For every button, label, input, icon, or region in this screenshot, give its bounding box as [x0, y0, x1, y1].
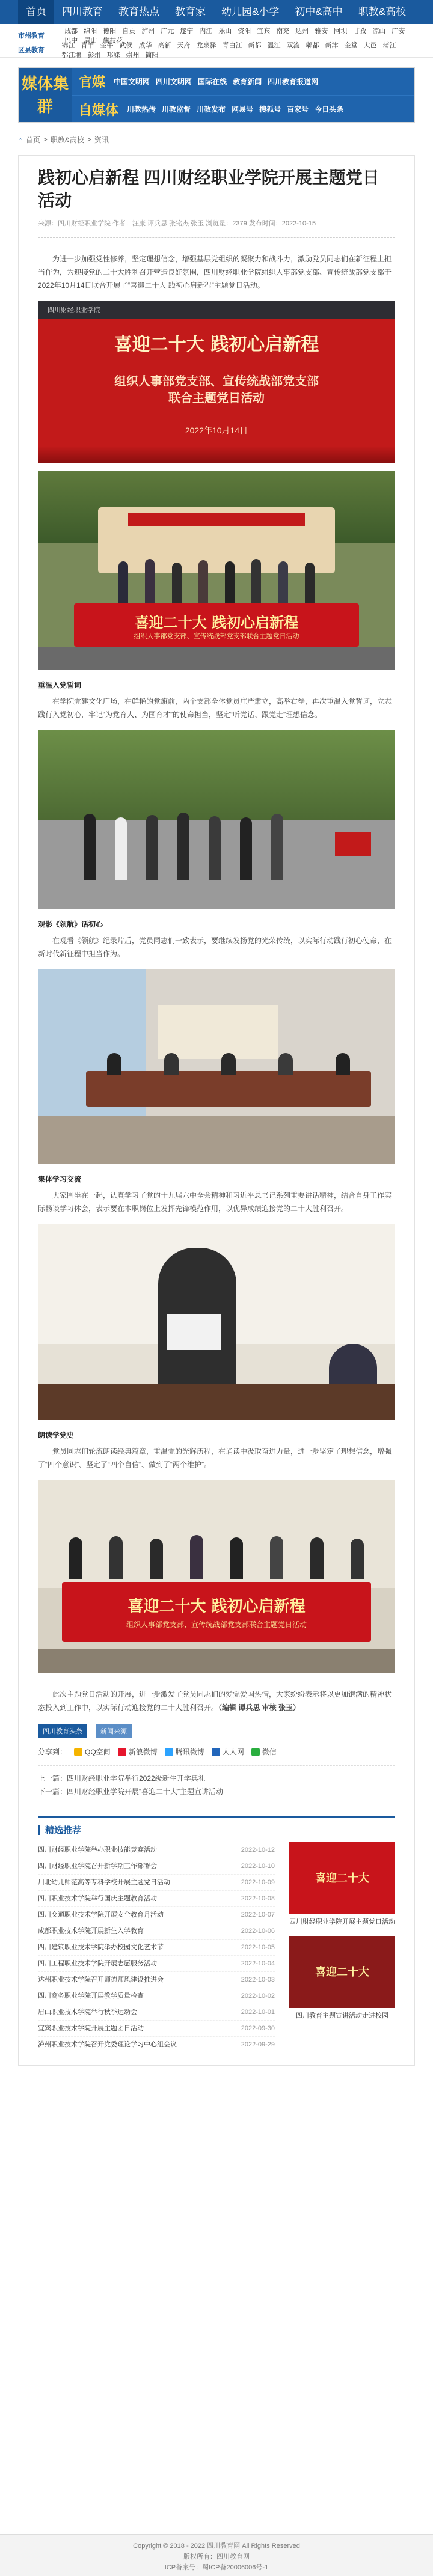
photo-trees	[38, 730, 395, 820]
district-row	[18, 42, 415, 59]
recommended-item[interactable]	[38, 1907, 275, 1923]
recommended-item[interactable]	[38, 1940, 275, 1956]
recommended-item-date: 2022-10-12	[241, 1846, 275, 1854]
media-link[interactable]: 中国文明网	[114, 77, 150, 86]
media-link[interactable]: 百家号	[287, 105, 309, 114]
section-heading: 朗读学党史	[38, 1431, 75, 1439]
photo-table	[86, 1071, 371, 1107]
nav-item-middle[interactable]: 初中&高中	[295, 6, 343, 17]
district-link[interactable]: 高新	[158, 42, 171, 49]
district-link[interactable]: 郫都	[306, 42, 319, 49]
wechat-icon	[251, 1748, 260, 1756]
media-row-self-title: 自媒体	[79, 102, 119, 118]
district-link[interactable]: 大邑	[363, 42, 377, 49]
share-wechat-label: 微信	[262, 1748, 277, 1756]
recommended-card-caption: 四川财经职业学院开展主题党日活动	[289, 1918, 395, 1926]
photo-banner-headline: 喜迎二十大 践初心启新程	[134, 614, 299, 631]
recommended-section	[38, 1816, 395, 2053]
recommended-item-title: 四川财经职业学院召开新学期工作部署会	[38, 1863, 157, 1870]
district-link[interactable]: 金牛	[100, 42, 114, 49]
city-link[interactable]: 内江	[199, 28, 213, 35]
photo-wall-panel	[158, 1005, 278, 1059]
photo-people	[86, 1053, 371, 1075]
recommended-card[interactable]	[289, 1936, 395, 2021]
photo-banner-sub: 组织人事部党支部、宣传统战部党支部联合主题党日活动	[126, 1620, 307, 1629]
district-link[interactable]: 新都	[248, 42, 262, 49]
recommended-item-date: 2022-10-03	[241, 1976, 275, 1983]
city-link[interactable]: 乐山	[218, 28, 232, 35]
photo-people	[74, 808, 293, 880]
recommended-item-title: 达州职业技术学院召开师德师风建设推进会	[38, 1976, 164, 1983]
district-link[interactable]: 天府	[177, 42, 191, 49]
recommended-item[interactable]	[38, 1858, 275, 1875]
article-paragraph: 在学院党建文化广场，在鲜艳的党旗前，两个支部全体党员庄严肃立，高举右拳，再次重温入党誓词，立志践行入党初心，牢记“为党育人、为国育才”的使命担当，坚定“听党话、跟党走”理想信念。	[38, 697, 392, 719]
recommended-item-date: 2022-10-09	[241, 1879, 275, 1886]
district-link[interactable]: 龙泉驿	[196, 42, 216, 49]
recommended-item[interactable]	[38, 2021, 275, 2037]
recommended-card[interactable]	[289, 1842, 395, 1927]
city-link[interactable]: 达州	[295, 28, 309, 35]
city-row	[18, 28, 415, 44]
media-link[interactable]: 国际在线	[198, 77, 227, 86]
media-link[interactable]: 教育新闻	[233, 77, 262, 86]
share-weibo-label: 新浪微博	[128, 1748, 158, 1756]
home-icon: ⌂	[18, 135, 23, 144]
share-renren-label: 人人网	[222, 1748, 244, 1756]
photo-people	[56, 1534, 377, 1579]
city-link[interactable]: 甘孜	[353, 28, 367, 35]
photo-desk	[38, 1384, 395, 1420]
recommended-item-date: 2022-10-04	[241, 1960, 275, 1967]
renren-icon	[212, 1748, 220, 1756]
recommended-item-title: 四川建筑职业技术学院举办校园文化艺术节	[38, 1944, 164, 1951]
share-icons	[38, 1747, 395, 1757]
media-link[interactable]: 今日头条	[315, 105, 344, 114]
district-link[interactable]: 蒲江	[382, 42, 396, 49]
media-logo: 媒体集群	[19, 68, 72, 122]
media-row-official-links	[114, 76, 324, 87]
city-link[interactable]: 凉山	[372, 28, 386, 35]
section-heading: 观影《领航》话初心	[38, 920, 103, 929]
city-link[interactable]: 巴中	[64, 37, 78, 44]
city-row-label: 市州教育	[18, 32, 45, 40]
district-link[interactable]: 青白江	[222, 42, 242, 49]
city-link[interactable]: 成都	[64, 28, 78, 35]
breadcrumb-home[interactable]: 首页	[25, 135, 40, 144]
section-heading: 重温入党誓词	[38, 681, 82, 689]
recommended-card-image	[289, 1936, 395, 2008]
recommended-item-date: 2022-10-08	[241, 1895, 275, 1902]
breadcrumb	[18, 132, 415, 147]
recommended-item-date: 2022-10-05	[241, 1944, 275, 1951]
footer-copyright: Copyright © 2018 - 2022 四川教育网 All Rights Reserved	[133, 2542, 300, 2550]
photo-banner-sub: 组织人事部党支部、宣传统战部党支部联合主题党日活动	[134, 633, 299, 640]
breadcrumb-current[interactable]: 资讯	[94, 135, 109, 144]
district-link[interactable]: 崇州	[126, 52, 140, 59]
footer-icp[interactable]: ICP备案号：蜀ICP备20006006号-1	[164, 2564, 269, 2571]
recommended-item-date: 2022-10-10	[241, 1863, 275, 1870]
recommended-item-title: 四川职业技术学院举行国庆主题教育活动	[38, 1895, 157, 1902]
share-bar	[38, 1724, 395, 1738]
share-tencent-weibo-label: 腾讯微博	[175, 1748, 204, 1756]
photo-banner-headline: 喜迎二十大 践初心启新程	[127, 1598, 306, 1616]
media-link[interactable]: 川教监督	[162, 105, 191, 114]
media-link[interactable]: 搜狐号	[259, 105, 281, 114]
share-qzone[interactable]	[74, 1747, 111, 1757]
article-editor: （编辑 谭兵思 审核 张玉）	[218, 1703, 301, 1712]
article-closing: 此次主题党日活动的开展，进一步激发了党员同志们的爱党爱国热情，大家纷纷表示将以更加饱满的精神状态投入到工作中，以实际行动迎接党的二十大胜利召开。	[38, 1690, 392, 1712]
recommended-list	[38, 1842, 289, 2053]
article-paragraph: 在观看《领航》纪录片后，党员同志们一致表示，要继续发扬党的光荣传统，以实际行动践行初心使命，在新时代新征程中担当作为。	[38, 936, 392, 958]
share-wechat[interactable]	[251, 1747, 277, 1757]
recommended-item-date: 2022-10-02	[241, 1992, 275, 2000]
district-link[interactable]: 青羊	[81, 42, 94, 49]
city-link[interactable]: 宜宾	[257, 28, 271, 35]
district-link[interactable]: 温江	[267, 42, 281, 49]
recommended-item[interactable]	[38, 1988, 275, 2004]
breadcrumb-sep: >	[43, 135, 48, 144]
district-link[interactable]: 邛崃	[106, 52, 120, 59]
card-image-label: 喜迎二十大	[315, 1966, 369, 1978]
recommended-item-title: 宜宾职业技术学院开展主题团日活动	[38, 2025, 144, 2032]
footer-owner: 版权所有：四川教育网	[183, 2553, 250, 2560]
recommended-card-image	[289, 1842, 395, 1914]
media-row-official-title: 官媒	[79, 75, 106, 90]
media-link[interactable]: 川教热传	[127, 105, 156, 114]
source-tag[interactable]: 新闻来源	[96, 1724, 132, 1738]
recommended-item-date: 2022-10-06	[241, 1927, 275, 1935]
share-label: 分享到：	[38, 1748, 67, 1756]
prev-article-link[interactable]: 上一篇：四川财经职业学院举行2022级新生开学典礼	[38, 1774, 206, 1783]
media-link[interactable]: 四川文明网	[156, 77, 192, 86]
recommended-header	[38, 1818, 395, 1842]
recommended-item-title: 四川商务职业学院开展教学质量检查	[38, 1992, 144, 2000]
city-link[interactable]: 泸州	[141, 28, 155, 35]
photo-floor	[38, 1649, 395, 1673]
recommended-item-date: 2022-09-29	[241, 2041, 275, 2048]
district-link[interactable]: 成华	[138, 42, 152, 49]
nav-item-sichuan-education[interactable]: 四川教育	[62, 6, 103, 17]
city-link[interactable]: 德阳	[103, 28, 117, 35]
city-link[interactable]: 眉山	[84, 37, 97, 44]
recommended-item-title: 眉山职业技术学院举行秋季运动会	[38, 2009, 137, 2016]
recommended-cards	[289, 1842, 395, 2053]
slide-school-name: 四川财经职业学院	[48, 307, 100, 314]
district-link[interactable]: 锦江	[61, 42, 75, 49]
section-marker-icon	[38, 1825, 40, 1835]
breadcrumb-section[interactable]: 职教&高校	[50, 135, 84, 144]
district-link[interactable]: 简阳	[145, 52, 159, 59]
nav-item-home[interactable]: 首页	[18, 0, 54, 24]
footer	[0, 2534, 433, 2576]
city-link[interactable]: 广安	[392, 28, 405, 35]
recommended-item-date: 2022-10-01	[241, 2009, 275, 2016]
recommended-item[interactable]	[38, 2037, 275, 2053]
recommended-item-title: 泸州职业技术学院召开党委理论学习中心组会议	[38, 2041, 177, 2048]
city-link[interactable]: 自贡	[122, 28, 136, 35]
recommended-item[interactable]	[38, 1875, 275, 1891]
photo-ground	[38, 647, 395, 670]
media-link[interactable]: 网易号	[232, 105, 254, 114]
district-row-label: 区县教育	[18, 47, 45, 54]
media-link[interactable]: 川教发布	[197, 105, 226, 114]
recommended-item[interactable]	[38, 2004, 275, 2021]
tencent-weibo-icon	[165, 1748, 173, 1756]
nav-item-vocational[interactable]: 职教&高校	[358, 6, 407, 17]
city-link[interactable]: 遂宁	[180, 28, 194, 35]
media-row-official	[72, 68, 414, 96]
nav-item-hot[interactable]: 教育热点	[118, 6, 159, 17]
recommended-item[interactable]	[38, 1923, 275, 1940]
article-paragraph: 党员同志们轮流朗读经典篇章，重温党的光辉历程，在诵读中汲取奋进力量，进一步坚定了理想信念，增强了“四个意识”、坚定了“四个自信”、做到了“两个维护”。	[38, 1447, 392, 1469]
share-qzone-label: QQ空间	[85, 1748, 111, 1756]
city-link[interactable]: 阿坝	[334, 28, 348, 35]
recommended-body	[38, 1842, 395, 2053]
media-link[interactable]: 四川教育报道网	[268, 77, 319, 86]
article-title: 践初心启新程 四川财经职业学院开展主题党日活动	[38, 168, 379, 210]
recommended-item-date: 2022-09-30	[241, 2025, 275, 2032]
prev-next	[38, 1765, 395, 1798]
article-paragraph: 大家围坐在一起，认真学习了党的十九届六中全会精神和习近平总书记系列重要讲话精神，结合自身工作实际畅谈学习体会，表示要在本职岗位上发挥先锋模范作用，以优异成绩迎接党的二十大胜利召开。	[38, 1191, 392, 1213]
district-link[interactable]: 都江堰	[61, 52, 82, 59]
photo-party-flag	[335, 832, 371, 856]
recommended-item[interactable]	[38, 1891, 275, 1907]
photo-red-strip	[128, 513, 305, 526]
photo-floor	[38, 1116, 395, 1164]
section-heading: 集体学习交流	[38, 1175, 82, 1183]
nav-item-primary[interactable]: 幼儿园&小学	[221, 6, 280, 17]
weibo-icon	[118, 1748, 126, 1756]
city-link[interactable]: 绵阳	[84, 28, 97, 35]
district-list	[59, 40, 415, 60]
recommended-item-title: 四川财经职业学院举办职业技能竞赛活动	[38, 1846, 157, 1854]
article-photo-meeting	[38, 969, 395, 1164]
breadcrumb-sep: >	[87, 135, 91, 144]
recommended-item-title: 川北幼儿师范高等专科学校开展主题党日活动	[38, 1879, 170, 1886]
article-paragraph	[38, 1688, 395, 1714]
recommended-title: 精选推荐	[45, 1825, 82, 1836]
media-rows	[72, 68, 414, 122]
district-link[interactable]: 双流	[286, 42, 300, 49]
region-bar	[0, 24, 433, 58]
city-link[interactable]: 资阳	[238, 28, 251, 35]
slide-headline: 喜迎二十大 践初心启新程	[114, 334, 319, 355]
district-link[interactable]: 武侯	[119, 42, 133, 49]
article-photo-group	[38, 471, 395, 670]
article-paragraph: 为进一步加强党性修养，坚定理想信念，增强基层党组织的凝聚力和战斗力，激励党员同志们在新征程上担当作为，为迎接党的二十大胜利召开营造良好氛围，四川财经职业学院组织人事部党支部、宣传统战部党支部于2022年10月14日联合开展了“喜迎二十大 践初心启新程”主题党日活动。	[38, 255, 392, 290]
nav-item-educators[interactable]: 教育家	[175, 6, 206, 17]
recommended-item[interactable]	[38, 1956, 275, 1972]
slide-date: 2022年10月14日	[185, 426, 248, 435]
article-photo-group-banner	[38, 1480, 395, 1673]
article-photo-reading	[38, 1224, 395, 1420]
media-row-self	[72, 96, 414, 123]
city-link[interactable]: 广元	[161, 28, 174, 35]
slide-footer	[38, 446, 395, 463]
recommended-item-title: 四川交通职业技术学院开展安全教育月活动	[38, 1911, 164, 1918]
recommended-item-title: 四川工程职业技术学院开展志愿服务活动	[38, 1960, 157, 1967]
district-link[interactable]: 彭州	[87, 52, 101, 59]
recommended-item[interactable]	[38, 1842, 275, 1858]
card-image-label: 喜迎二十大	[315, 1872, 369, 1884]
recommended-item-date: 2022-10-07	[241, 1911, 275, 1918]
district-link[interactable]: 金堂	[344, 42, 358, 49]
top-nav	[0, 0, 433, 24]
share-weibo[interactable]	[118, 1747, 158, 1757]
media-banner	[18, 67, 415, 123]
recommended-item[interactable]	[38, 1972, 275, 1988]
headline-tag[interactable]: 四川教育头条	[38, 1724, 87, 1738]
recommended-item-title: 成都职业技术学院开展新生入学教育	[38, 1927, 144, 1935]
next-article-link[interactable]: 下一篇：四川财经职业学院开展“喜迎二十大”主题宣讲活动	[38, 1787, 223, 1796]
article-meta: 来源：四川财经职业学院 作者：汪康 谭兵思 张铭杰 张玉 浏览量：2379 发布时间：2022-10-15	[38, 218, 395, 238]
city-link[interactable]: 雅安	[315, 28, 328, 35]
article-photo-oath	[38, 730, 395, 909]
media-row-self-links	[127, 104, 349, 115]
district-link[interactable]: 新津	[325, 42, 339, 49]
article-photo-title-slide	[38, 301, 395, 463]
city-link[interactable]: 南充	[276, 28, 290, 35]
city-link[interactable]: 攀枝花	[103, 37, 123, 44]
photo-people	[110, 555, 323, 603]
slide-subtitle: 组织人事部党支部、宣传统战部党支部 联合主题党日活动	[114, 374, 319, 405]
share-tencent-weibo[interactable]	[165, 1747, 204, 1757]
qzone-icon	[74, 1748, 82, 1756]
recommended-card-caption: 四川教育主题宣讲活动走进校园	[296, 2012, 388, 2019]
share-renren[interactable]	[212, 1747, 244, 1757]
photo-book	[167, 1314, 221, 1350]
article-container	[18, 155, 415, 2066]
